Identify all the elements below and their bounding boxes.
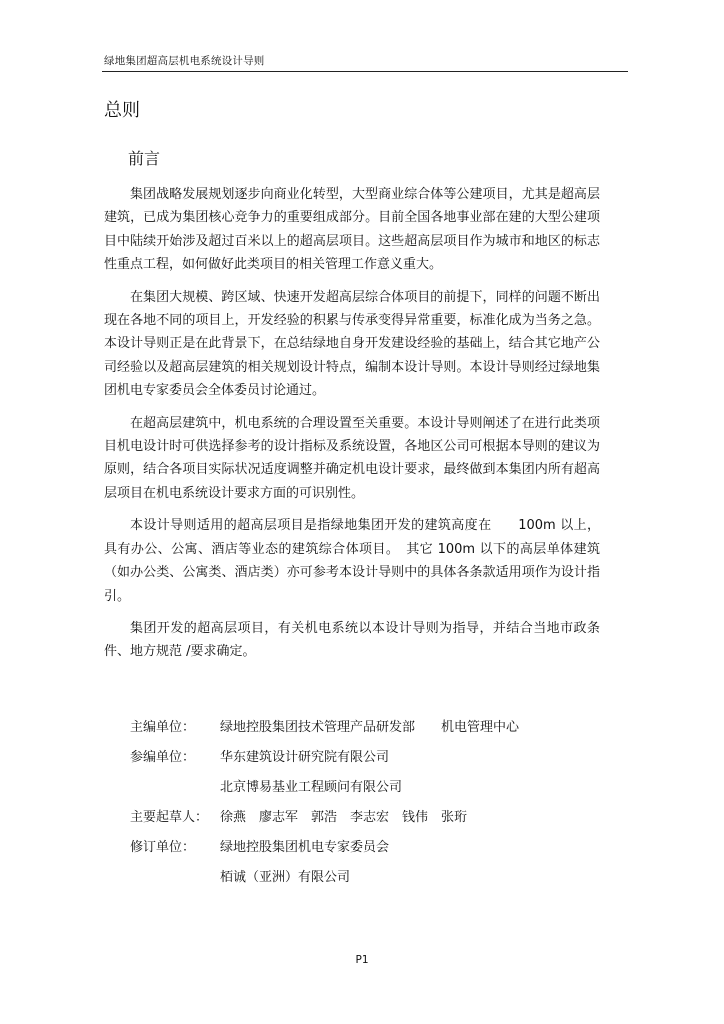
credit-label: 主编单位：	[130, 720, 196, 735]
credit-row-coeditor-2	[130, 776, 519, 806]
credit-row-coeditor	[130, 746, 519, 776]
section-title: 总则	[104, 100, 140, 121]
credit-label: 参编单位：	[130, 750, 196, 765]
credits-block	[130, 716, 519, 896]
paragraph: 集团战略发展规划逐步向商业化转型，大型商业综合体等公建项目，尤其是超高层建筑，已成为集团核心竞争力的重要组成部分。目前全国各地事业部在建的大型公建项目中陆续开始涉及超过百米以上的超高层项目。这些超高层项目作为城市和地区的标志性重点工程，如何做好此类项目的相关管理工作意义重大。	[104, 187, 600, 273]
section-subtitle: 前言	[128, 149, 161, 168]
page-number: P1	[355, 954, 369, 966]
credit-row-editor	[130, 716, 519, 746]
document-header: 绿地集团超高层机电系统设计导则	[104, 55, 265, 67]
credit-row-reviser-2	[130, 866, 519, 896]
credit-value: 北京博易基业工程顾问有限公司	[220, 780, 403, 795]
body-text	[104, 183, 600, 673]
credit-value: 绿地控股集团机电专家委员会	[220, 840, 390, 855]
paragraph: 在超高层建筑中，机电系统的合理设置至关重要。本设计导则阐述了在进行此类项目机电设计时可供选择参考的设计指标及系统设置，各地区公司可根据本导则的建议为原则，结合各项目实际状况适度调整并确定机电设计要求，最终做到本集团内所有超高层项目在机电系统设计要求方面的可识别性。	[104, 415, 600, 501]
credit-row-drafters	[130, 806, 519, 836]
credit-label: 主要起草人：	[130, 810, 209, 825]
credit-value: 栢诚（亚洲）有限公司	[220, 870, 351, 885]
paragraph: 集团开发的超高层项目，有关机电系统以本设计导则为指导，并结合当地市政条件、地方规范 /要求确定。	[104, 620, 600, 660]
credit-value: 绿地控股集团技术管理产品研发部 机电管理中心	[220, 720, 520, 735]
credit-value: 徐燕 廖志军 郭浩 李志宏 钱伟 张珩	[220, 810, 468, 825]
credit-row-reviser	[130, 836, 519, 866]
paragraph: 在集团大规模、跨区域、快速开发超高层综合体项目的前提下，同样的问题不断出现在各地不同的项目上，开发经验的积累与传承变得异常重要，标准化成为当务之急。本设计导则正是在此背景下，在总结绿地自身开发建设经验的基础上，结合其它地产公司经验以及超高层建筑的相关规划设计特点，编制本设计导则。本设计导则经过绿地集团机电专家委员会全体委员讨论通过。	[104, 289, 600, 399]
credit-label: 修订单位：	[130, 840, 196, 855]
header-divider	[102, 71, 628, 72]
credit-value: 华东建筑设计研究院有限公司	[220, 750, 390, 765]
paragraph: 本设计导则适用的超高层项目是指绿地集团开发的建筑高度在 100m 以上，具有办公、公寓、酒店等业态的建筑综合体项目。 其它 100m 以下的高层单体建筑 （如办公类、公寓类、酒店类）亦可参考本设计导则中的具体各条款适用项作为设计指引。	[104, 518, 600, 604]
